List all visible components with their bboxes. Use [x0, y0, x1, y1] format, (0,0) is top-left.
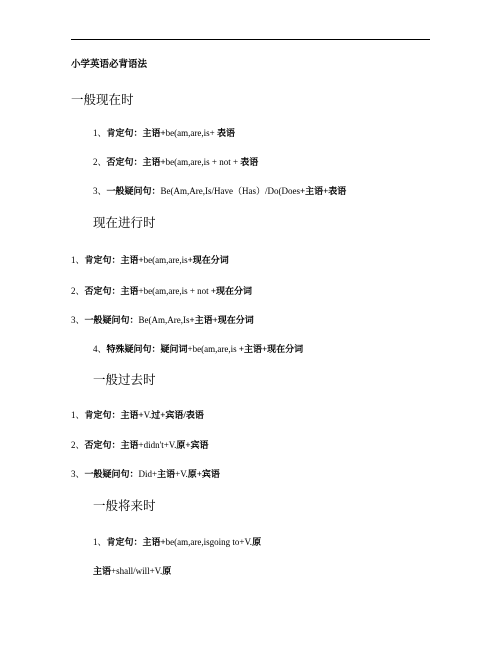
text-segment: 主语 — [157, 469, 176, 479]
item-number: 4、 — [93, 344, 107, 354]
text-segment: +be(am,are,is — [187, 344, 239, 354]
text-segment: 特殊疑问句：疑问词 — [106, 344, 188, 354]
text-segment: +be(am,are,is + not — [138, 286, 211, 296]
text-segment: 否定句：主语 — [84, 440, 139, 450]
text-segment: 原 — [252, 537, 262, 547]
item-number: 2、 — [71, 440, 85, 450]
header-rule — [71, 39, 430, 40]
text-segment: 肯定句：主语+ — [84, 410, 144, 420]
line-present-continuous-1 — [71, 254, 229, 266]
item-number: 2、 — [93, 157, 107, 167]
text-segment: be(am,are,isgoing to+V. — [165, 537, 253, 547]
text-segment: be(am,are,is + not + — [165, 157, 241, 167]
text-segment: 一般疑问句： — [84, 315, 139, 325]
item-number: 3、 — [93, 186, 107, 196]
line-past-simple-1 — [71, 409, 204, 421]
text-segment: +didn't+V. — [138, 440, 177, 450]
text-segment: 否定句：主语 — [84, 286, 139, 296]
text-segment: 一般疑问句： — [106, 186, 161, 196]
text-segment: 原 — [162, 566, 172, 576]
text-segment: +V. — [175, 469, 188, 479]
text-segment: 原+宾语 — [176, 440, 209, 450]
text-segment: 表语 — [216, 128, 235, 138]
item-number: 1、 — [71, 255, 85, 265]
text-segment: Be(Am,Are,Is — [138, 315, 190, 325]
item-number: 1、 — [93, 537, 107, 547]
item-number: 1、 — [71, 410, 85, 420]
text-segment: be(am,are,is+ — [165, 128, 217, 138]
text-segment: V. — [143, 410, 152, 420]
text-segment: +现在分词 — [187, 255, 229, 265]
text-segment: 肯定句：主语+ — [106, 128, 166, 138]
line-present-simple-3 — [93, 185, 346, 197]
line-present-simple-2 — [93, 156, 258, 168]
item-number: 3、 — [71, 469, 85, 479]
text-segment: 原+宾语 — [187, 469, 220, 479]
section-heading-future-simple: 一般将来时 — [93, 499, 156, 513]
item-number: 3、 — [71, 315, 85, 325]
section-heading-past-simple: 一般过去时 — [93, 373, 156, 387]
line-future-simple-2 — [93, 565, 171, 577]
text-segment: 表语 — [240, 157, 259, 167]
line-present-continuous-2 — [71, 285, 252, 297]
section-heading-present-simple: 一般现在时 — [71, 93, 134, 107]
text-segment: 肯定句：主语+ — [106, 537, 166, 547]
line-present-continuous-4 — [93, 343, 303, 355]
text-segment: +主语+现在分词 — [189, 315, 254, 325]
line-past-simple-2 — [71, 439, 209, 451]
text-segment: +主语+表语 — [300, 186, 347, 196]
line-future-simple-1 — [93, 536, 261, 548]
document-title: 小学英语必背语法 — [71, 60, 148, 70]
text-segment: Be(Am,Are,Is/Have（Has）/Do(Does — [160, 186, 300, 196]
item-number: 1、 — [93, 128, 107, 138]
section-heading-present-continuous: 现在进行时 — [93, 216, 156, 230]
text-segment: Did+ — [138, 469, 158, 479]
text-segment: +现在分词 — [210, 286, 253, 296]
item-number: 2、 — [71, 286, 85, 296]
line-present-continuous-3 — [71, 314, 254, 326]
text-segment: +主语+现在分词 — [238, 344, 304, 354]
text-segment: be(am,are,is — [143, 255, 188, 265]
line-present-simple-1 — [93, 127, 235, 139]
text-segment: 一般疑问句： — [84, 469, 139, 479]
text-segment: 肯定句：主语+ — [84, 255, 144, 265]
text-segment: +shall/will+V. — [111, 566, 163, 576]
text-segment: 否定句：主语+ — [106, 157, 166, 167]
line-past-simple-3 — [71, 468, 220, 480]
text-segment: 主语 — [93, 566, 112, 576]
text-segment: 过+宾语/表语 — [151, 410, 204, 420]
